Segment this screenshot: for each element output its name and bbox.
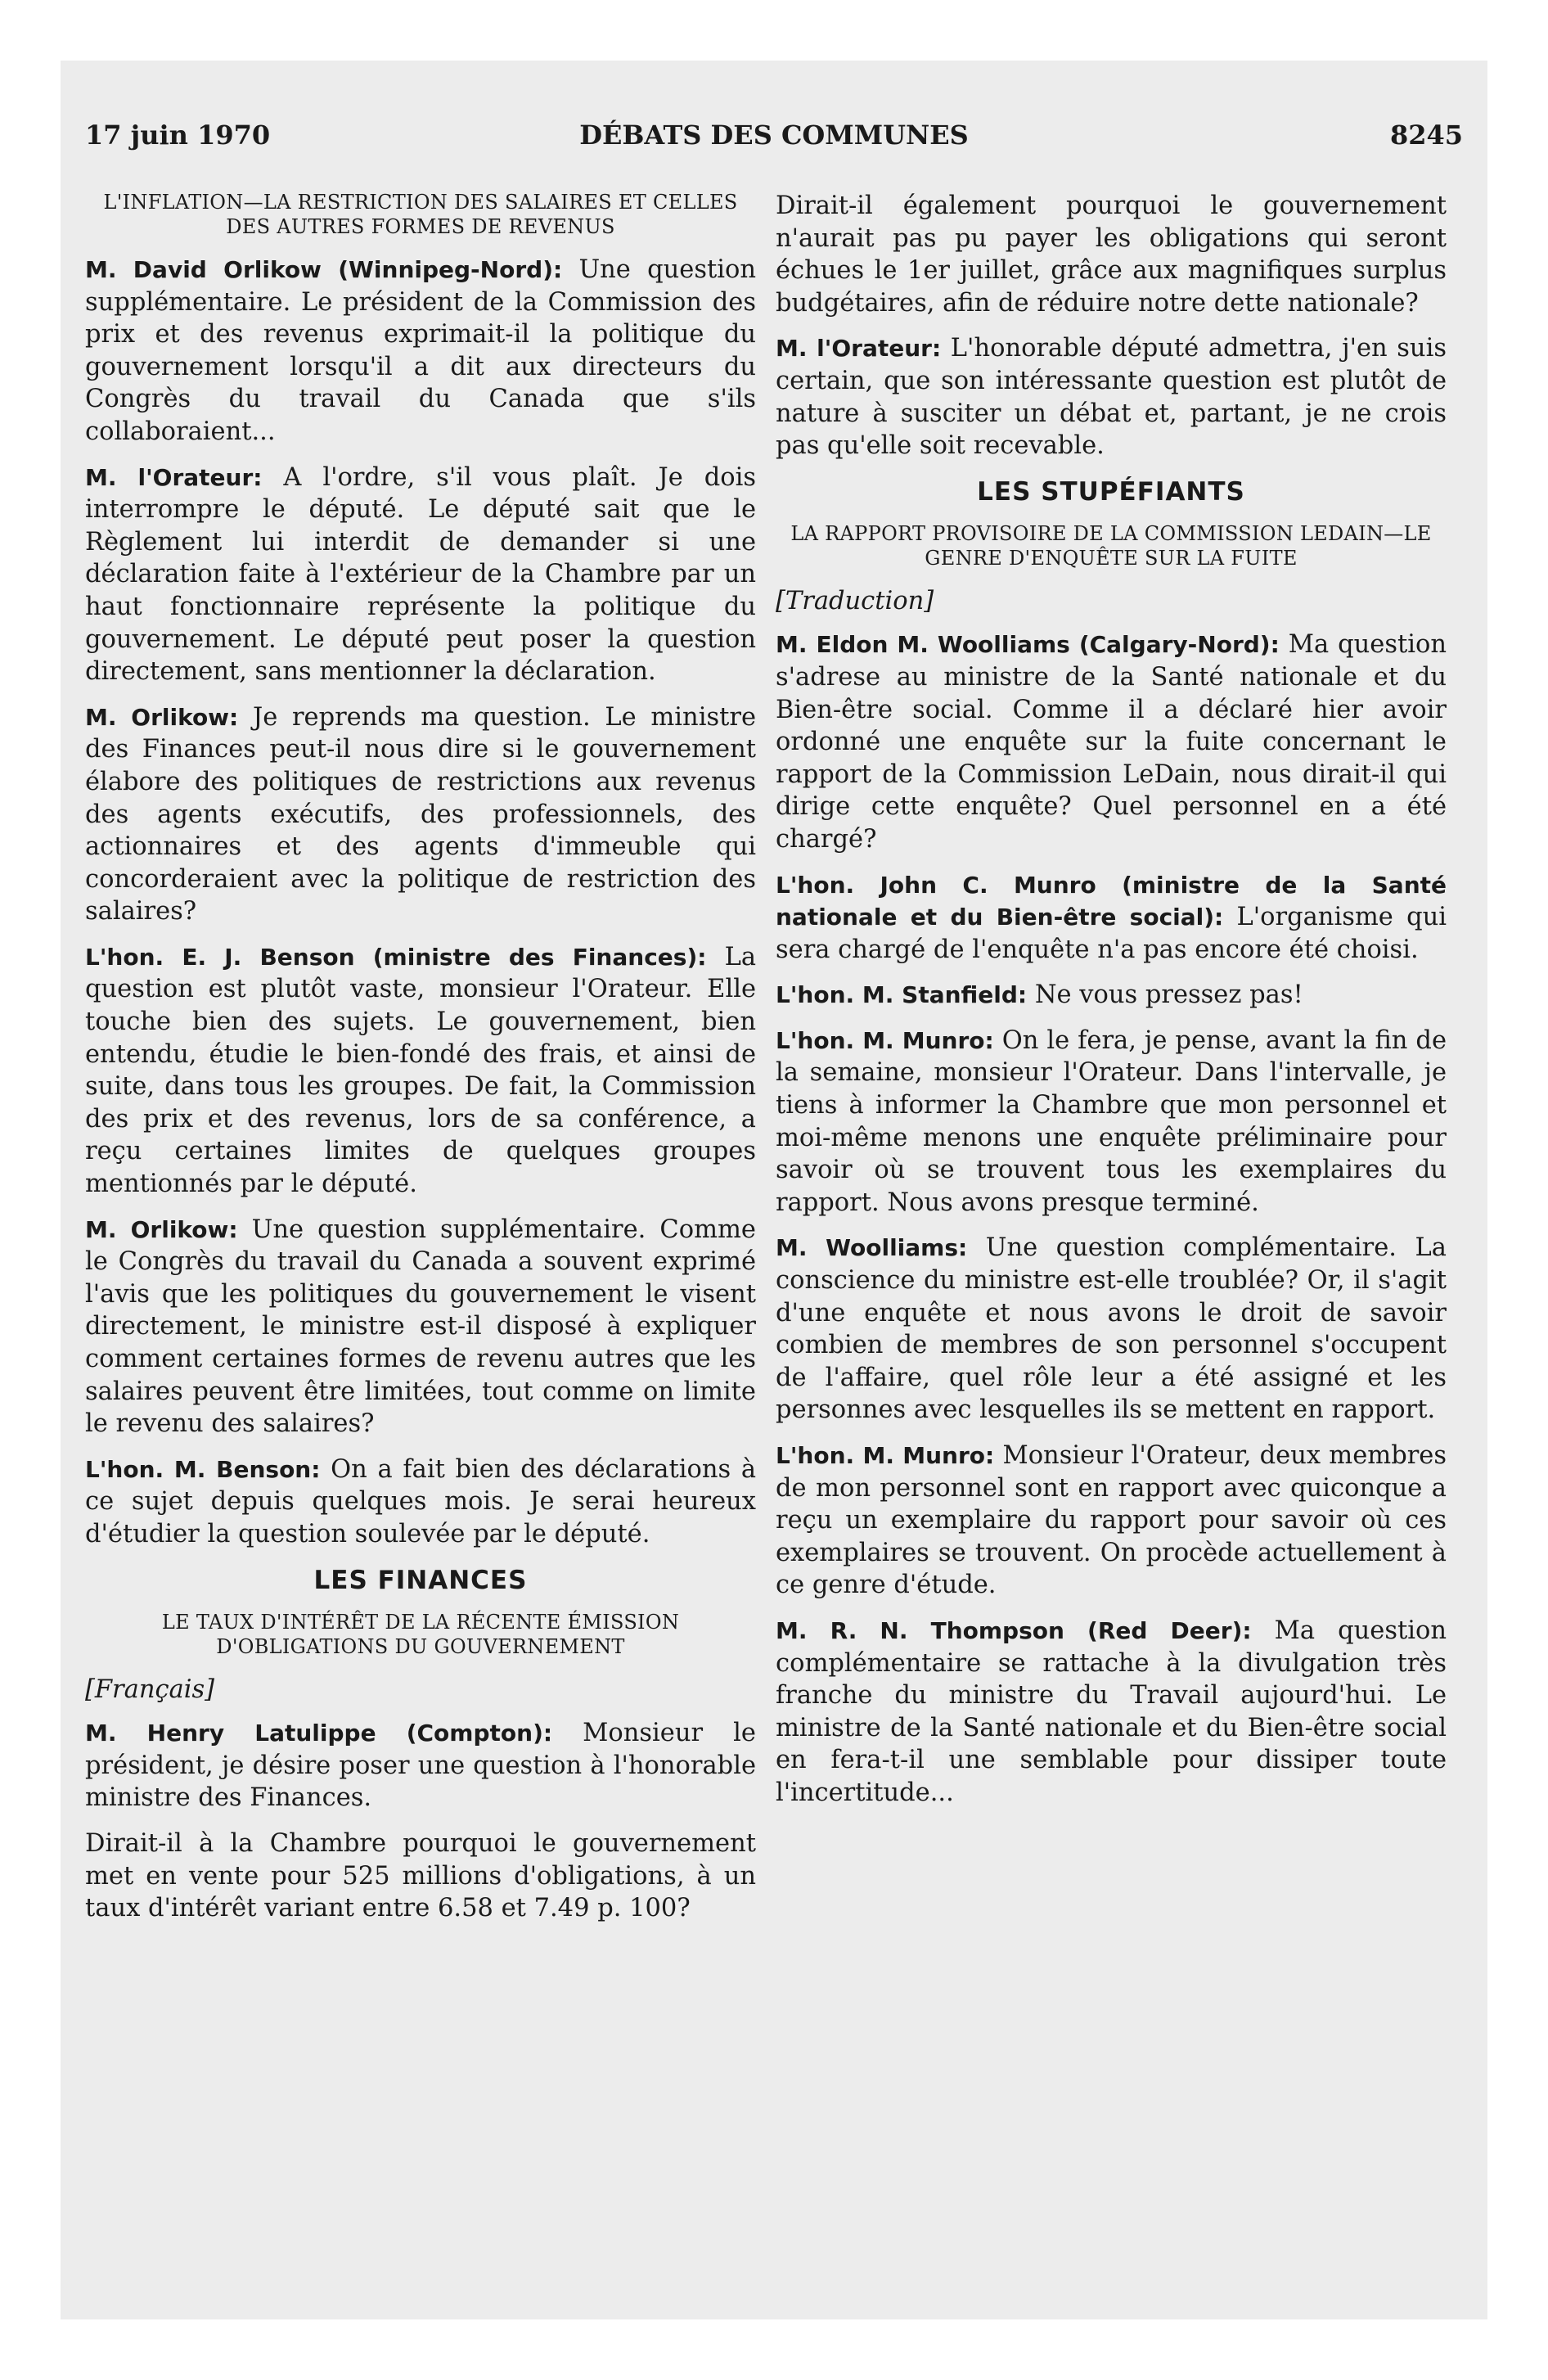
paragraph: [85, 941, 756, 1201]
subheading-interest-rate: LE TAUX D'INTÉRÊT DE LA RÉCENTE ÉMISSION D'OBLIGATIONS DU GOUVERNEMENT: [161, 1610, 680, 1658]
speech-text: Une question complémentaire. La conscience du ministre est-elle troublée? Or, il s'agit d'une enquête et nous avons le droit de savoir combien de membres de son personnel s'occupent de l'affaire, quel rôle leur a été assigné et les personnes avec lesquelles ils se mettent en rapport.: [776, 1233, 1447, 1425]
speech-text: Ma question complémentaire se rattache à la divulgation très franche du ministre du Travail aujourd'hui. Le ministre de la Santé nationale et du Bien-être social en fera-t-il une semblable pour dissiper toute l'incertitude...: [776, 1616, 1447, 1807]
section-heading-finances: LES FINANCES: [313, 1565, 528, 1595]
speaker: M. l'Orateur:: [776, 335, 942, 363]
section-heading-stupefiants: LES STUPÉFIANTS: [977, 476, 1245, 507]
speech-text: La question est plutôt vaste, monsieur l'Orateur. Elle touche bien des sujets. Le gouvernement, bien entendu, étudie le bien-fondé des frais, et ainsi de suite, dans tous les groupes. De fait, la Commission des prix et des revenus, lors de sa conférence, a reçu certaines limites de quelques groupes mentionnés par le député.: [85, 942, 757, 1199]
speech-text: Ne vous pressez pas!: [1027, 980, 1303, 1010]
speaker: L'hon. E. J. Benson (ministre des Finances):: [85, 943, 707, 971]
speaker: M. Orlikow:: [85, 1215, 238, 1243]
speech-text: Monsieur l'Orateur, deux membres de mon personnel sont en rapport avec quiconque a reçu un exemplaire du rapport pour savoir où ces exemplaires se trouvent. On procède actuellement à ce genre d'étude.: [776, 1441, 1447, 1600]
left-column: [85, 190, 756, 1938]
paragraph: [85, 1828, 756, 1925]
speaker: M. Woolliams:: [776, 1234, 968, 1262]
paragraph: [776, 1232, 1447, 1427]
page-header: [85, 119, 1463, 160]
speech-text: L'honorable député admettra, j'en suis certain, que son intéressante question est plutôt de nature à susciter un débat et, partant, je ne crois pas qu'elle soit recevable.: [776, 334, 1447, 461]
paragraph: [85, 1454, 756, 1551]
paragraph: [776, 1615, 1447, 1810]
speech-text: On a fait bien des déclarations à ce sujet depuis quelques mois. Je serai heureux d'étudier la question soulevée par le député.: [85, 1454, 757, 1548]
speech-text: Dirait-il à la Chambre pourquoi le gouvernement met en vente pour 525 millions d'obligations, à un taux d'intérêt variant entre 6.58 et 7.49 p. 100?: [85, 1828, 756, 1923]
speech-text: Ma question s'adrese au ministre de la Santé nationale et du Bien-être social. Comme il a déclaré hier avoir ordonné une enquête sur la fuite concernant le rapport de la Commission LeDain, nous dirait-il qui dirige cette enquête? Quel personnel en a été chargé?: [776, 630, 1447, 854]
paragraph: [776, 869, 1447, 967]
right-column: [776, 190, 1447, 1823]
subheading-inflation: L'INFLATION—LA RESTRICTION DES SALAIRES ET CELLES DES AUTRES FORMES DE REVENUS: [103, 191, 738, 238]
paragraph: [776, 1440, 1447, 1602]
speech-text: Dirait-il également pourquoi le gouvernement n'aurait pas pu payer les obligations qui seront échues le 1er juillet, grâce aux magnifiques surplus budgétaires, afin de réduire notre dette nationale?: [776, 192, 1447, 318]
paragraph: [776, 629, 1447, 855]
paragraph: [776, 332, 1447, 462]
speech-text: A l'ordre, s'il vous plaît. Je dois interrompre le député. Le député sait que le Règlement lui interdit de demander si une déclaration faite à l'extérieur de la Chambre par un haut fonctionnaire représente la politique du gouvernement. Le député peut poser la question directement, sans mentionner la déclaration.: [85, 462, 756, 687]
speaker: M. Orlikow:: [85, 703, 239, 731]
speaker: L'hon. M. Munro:: [776, 1442, 995, 1469]
paragraph: [85, 701, 756, 928]
speech-text: Une question supplémentaire. Comme le Congrès du travail du Canada a souvent exprimé l'avis que les politiques du gouvernement le visent directement, le ministre est-il disposé à expliquer comment certaines formes de revenu autres que les salaires peuvent être limitées, tout comme on limite le revenu des salaires?: [85, 1215, 756, 1439]
header-date: 17 juin 1970: [85, 119, 271, 151]
paragraph: [85, 254, 756, 449]
speaker: M. David Orlikow (Winnipeg-Nord):: [85, 256, 563, 283]
speech-text: On le fera, je pense, avant la fin de la semaine, monsieur l'Orateur. Dans l'intervalle, je tiens à informer la Chambre que mon personnel et moi-même menons une enquête préliminaire pour savoir où se trouvent tous les exemplaires du rapport. Nous avons presque terminé.: [776, 1025, 1447, 1217]
speaker: M. R. N. Thompson (Red Deer):: [776, 1616, 1252, 1644]
paragraph: [85, 462, 756, 688]
speaker: L'hon. John C. Munro (ministre de la Santé nationale et du Bien-être social):: [776, 871, 1447, 931]
paragraph: [776, 979, 1447, 1012]
header-title: DÉBATS DES COMMUNES: [579, 119, 969, 151]
speech-text: Je reprends ma question. Le ministre des Finances peut-il nous dire si le gouvernement élabore des politiques de restrictions aux revenus des agents exécutifs, des professionnels, des actionnaires et des agents d'immeuble qui concorderaient avec la politique de restriction des salaires?: [85, 702, 756, 926]
paragraph: [776, 1025, 1447, 1219]
language-tag: [Français]: [85, 1675, 215, 1704]
paragraph: [85, 1214, 756, 1440]
speaker: M. l'Orateur:: [85, 463, 263, 491]
subheading-ledain-report: LA RAPPORT PROVISOIRE DE LA COMMISSION LEDAIN—LE GENRE D'ENQUÊTE SUR LA FUITE: [790, 521, 1432, 570]
speech-text: Monsieur le président, je désire poser une question à l'honorable ministre des Finances.: [85, 1719, 756, 1813]
speaker: L'hon. M. Munro:: [776, 1026, 994, 1054]
speech-text: L'organisme qui sera chargé de l'enquête n'a pas encore été choisi.: [776, 903, 1447, 964]
language-tag: [Traduction]: [776, 586, 934, 615]
speaker: M. Henry Latulippe (Compton):: [85, 1720, 553, 1747]
speaker: L'hon. M. Stanfield:: [776, 981, 1028, 1009]
header-page-number: 8245: [1389, 119, 1463, 151]
speech-text: Une question supplémentaire. Le président de la Commission des prix et des revenus exprimait-il la politique du gouvernement lorsqu'il a dit aux directeurs du Congrès du travail du Canada que s'ils collaboraient...: [85, 255, 756, 446]
paragraph: [85, 1717, 756, 1814]
paragraph: [776, 190, 1447, 319]
speaker: M. Eldon M. Woolliams (Calgary-Nord):: [776, 631, 1280, 659]
speaker: L'hon. M. Benson:: [85, 1455, 321, 1483]
